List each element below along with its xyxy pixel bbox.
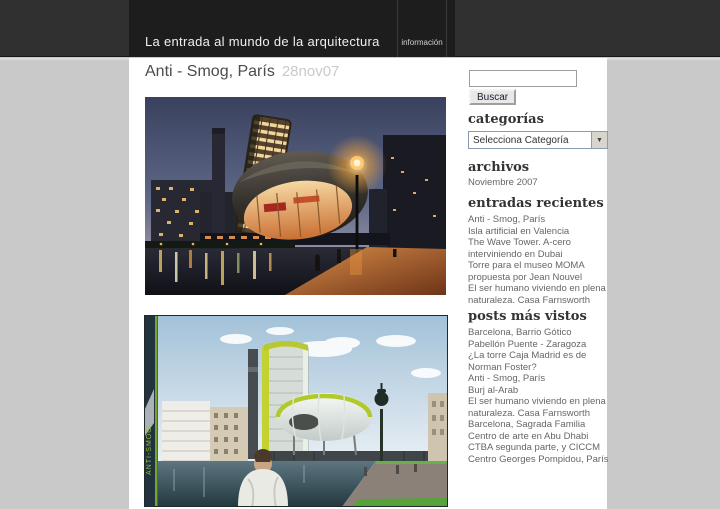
- recent-entry-link[interactable]: Anti - Smog, París: [468, 214, 546, 225]
- night-render-illustration: [145, 97, 446, 295]
- site-title-link[interactable]: La entrada al mundo de la arquitectura: [145, 34, 380, 49]
- recent-entry-link[interactable]: Torre para el museo MOMA propuesta por Jean Nouvel: [468, 260, 585, 283]
- recent-entries-heading: entradas recientes: [468, 196, 604, 211]
- archives-list: [468, 177, 538, 189]
- svg-text:ANTI-SMOG: ANTI-SMOG: [146, 426, 153, 475]
- search-button[interactable]: Buscar: [469, 89, 516, 105]
- chevron-down-icon[interactable]: ▼: [591, 132, 607, 148]
- recent-entries-list: [468, 214, 614, 306]
- popular-post-link[interactable]: Barcelona, Barrio Gótico: [468, 327, 572, 338]
- popular-post-link[interactable]: Burj al-Arab: [468, 384, 519, 396]
- archives-heading: archivos: [468, 160, 530, 175]
- popular-post-link[interactable]: Pabellón Puente - Zaragoza: [468, 338, 587, 350]
- category-select[interactable]: [468, 131, 608, 149]
- post-image-day-render[interactable]: [144, 315, 448, 507]
- popular-post-link[interactable]: El ser humano viviendo en plena naturaleza. Casa Farnsworth: [468, 396, 606, 419]
- search-input[interactable]: [469, 70, 577, 87]
- post-title-row: [145, 63, 339, 81]
- most-viewed-list: [468, 327, 614, 465]
- recent-entry-link[interactable]: Isla artificial en Valencia: [468, 225, 570, 237]
- popular-post-link[interactable]: CTBA segunda parte, y CICCM: [468, 442, 600, 453]
- most-viewed-heading: posts más vistos: [468, 309, 587, 324]
- popular-post-link[interactable]: ¿La torre Caja Madrid es de Norman Foster?: [468, 350, 587, 373]
- sidebar: [468, 57, 614, 509]
- categories-heading: categorías: [468, 112, 544, 127]
- popular-post-link[interactable]: Centro Georges Pompidou, París: [468, 453, 609, 465]
- recent-entry-link[interactable]: The Wave Tower. A-cero interviniendo en Dubai: [468, 237, 571, 260]
- post-date: 28nov07: [281, 63, 340, 80]
- site-header: [0, 0, 720, 57]
- popular-post-link[interactable]: Centro de arte en Abu Dhabi: [468, 430, 589, 442]
- day-render-illustration: [144, 315, 448, 507]
- post-title-link[interactable]: Anti - Smog, París: [145, 63, 275, 80]
- recent-entry-link[interactable]: El ser humano viviendo en plena naturaleza. Casa Farnsworth: [468, 283, 606, 306]
- popular-post-link[interactable]: Anti - Smog, París: [468, 373, 546, 384]
- nav-tab-informacion[interactable]: información: [397, 0, 447, 57]
- category-select-value: Selecciona Categoría: [473, 134, 569, 146]
- archive-link[interactable]: Noviembre 2007: [468, 177, 538, 188]
- post-image-night-render[interactable]: [145, 97, 446, 295]
- popular-post-link[interactable]: Barcelona, Sagrada Familia: [468, 419, 586, 430]
